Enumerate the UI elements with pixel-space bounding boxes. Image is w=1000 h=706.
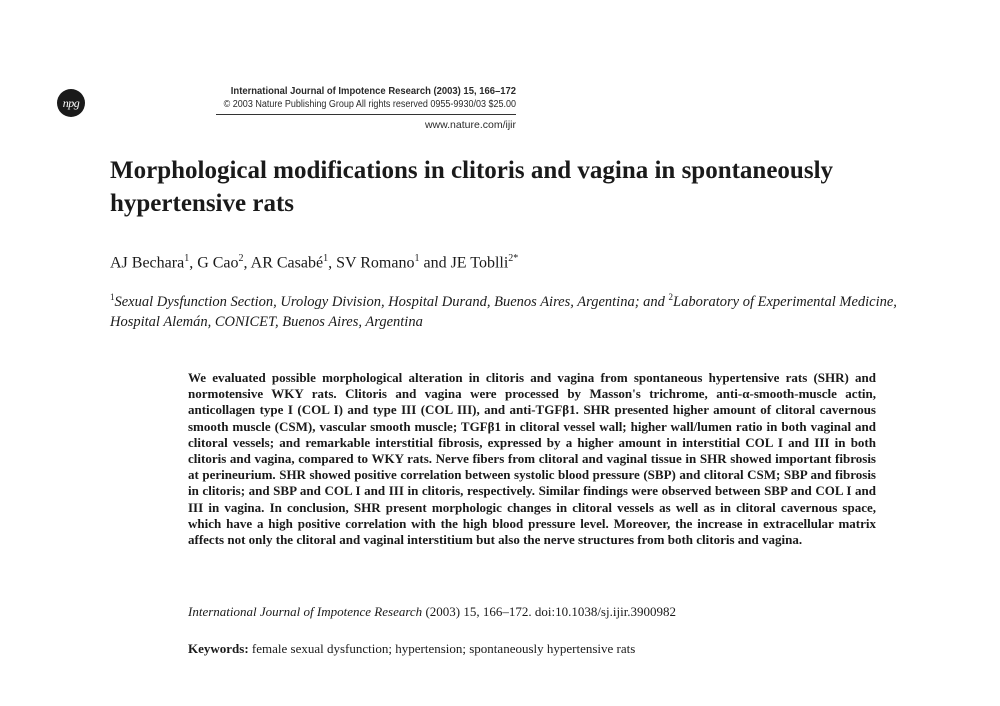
author-sep: , — [189, 254, 198, 272]
header-divider — [216, 114, 516, 115]
author-affil-sup: 2 — [238, 253, 244, 264]
article-title: Morphological modifications in clitoris and vagina in spontaneously hypertensive rats — [110, 157, 834, 217]
author-name: AR Casabé — [250, 254, 324, 272]
citation-journal: International Journal of Impotence Research — [188, 604, 423, 619]
author-name: G Cao — [197, 254, 239, 272]
author-name: AJ Bechara — [110, 254, 185, 272]
author-name: SV Romano — [336, 254, 415, 272]
author-affil-sup: 1 — [323, 253, 329, 264]
citation-line — [188, 604, 876, 620]
keywords-line — [188, 641, 876, 657]
author-sep: and — [419, 254, 451, 272]
author-name: JE Toblli — [450, 254, 509, 272]
npg-logo: npg — [57, 89, 85, 117]
citation-details: (2003) 15, 166–172. doi:10.1038/sj.ijir.3900982 — [422, 604, 677, 619]
author-list — [110, 249, 910, 273]
affiliations — [110, 287, 910, 332]
keywords-label: Keywords: — [188, 641, 249, 656]
author-sep: , — [243, 254, 251, 272]
copyright-line: © 2003 Nature Publishing Group All rights reserved 0955-9930/03 $25.00 — [223, 99, 516, 110]
abstract-text: We evaluated possible morphological alteration in clitoris and vagina from spontaneous hypertensive rats (SHR) and normotensive WKY rats. Clitoris and vagina were processed by Masson's trichrome, anti-α-smooth-muscle actin, anticollagen type I (COL I) and type III (COL III), and anti-TGFβ1. SHR presented higher amount of clitoral cavernous smooth muscle (CSM), vascular smooth muscle; TGFβ1 in clitoral vessel wall; higher wall/lumen ratio in both vaginal and clitoral vessels; and remarkable interstitial fibrosis, expressed by a higher amount in interstitial COL I and III in both clitoris and vagina, compared to WKY rats. Nerve fibers from clitoral and vaginal tissue in SHR showed important fibrosis at perineurium. SHR showed positive correlation between systolic blood pressure (SBP) and clitoral CSM; SBP and fibrosis in clitoris; and SBP and COL I and III in clitoris, respectively. Similar findings were observed between SBP and COL I and III in vagina. In conclusion, SHR present morphologic changes in clitoral vessels as well as in clitoral cavernous space, which have a high positive correlation with the high blood pressure level. Moreover, the increase in extracellular matrix affects not only the clitoral and vaginal interstitium but also the nerve structures from both clitoris and vagina. — [188, 370, 876, 548]
journal-line: International Journal of Impotence Research (2003) 15, 166–172 — [230, 85, 516, 97]
author-sep: , — [328, 254, 337, 272]
journal-header — [150, 84, 516, 132]
affil-text: Laboratory of Experimental Medicine, Hospital Alemán, CONICET, Buenos Aires, Argentina — [110, 293, 897, 330]
author-affil-sup: 1 — [184, 253, 190, 264]
keywords-text: female sexual dysfunction; hypertension; spontaneously hypertensive rats — [248, 641, 636, 656]
journal-url[interactable]: www.nature.com/ijir — [424, 119, 516, 131]
author-affil-sup: 2* — [508, 253, 519, 264]
affil-sup: 2 — [668, 292, 674, 302]
author-affil-sup: 1 — [414, 253, 420, 264]
affil-text: Sexual Dysfunction Section, Urology Division, Hospital Durand, Buenos Aires, Argentina; and — [114, 293, 669, 310]
affil-sup: 1 — [110, 292, 115, 302]
